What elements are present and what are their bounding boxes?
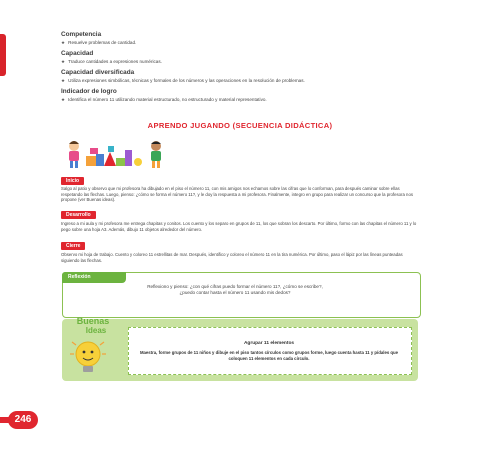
capacidad-diversificada-item: ★ Utiliza expresiones simbólicas, técnicas y formales de los números y las operaciones en la resolución de problemas. [61,78,305,83]
buenas-ideas-badge [62,310,124,382]
reflexion-text [110,284,360,296]
section-title: APRENDO JUGANDO (SECUENCIA DIDÁCTICA) [147,121,333,130]
inicio-tag: Inicio [61,177,84,185]
page-number-badge [8,411,38,429]
star-bullet-icon: ★ [61,40,66,45]
indicador-heading: Indicador de logro [61,88,117,95]
star-bullet-icon: ★ [61,78,66,83]
cierre-tag: Cierre [61,242,85,250]
reflexion-tag: Reflexión [62,272,126,283]
chapter-edge-tab [0,34,6,76]
buenas-ideas-text: Maestra, forme grupos de 11 niños y dibuje en el piso tantos círculos como grupos forme, luego cuenta hasta 11 y pídales que coloquen 11 elementos en cada círculo. [139,350,399,361]
competencia-heading: Competencia [61,31,102,38]
competencia-item: ★ Resuelve problemas de cantidad. [61,40,137,45]
page-number: 246 [14,414,32,425]
lightbulb-icon [70,342,106,372]
capacidad-item: ★ Traduce cantidades a expresiones numéricas. [61,59,162,64]
indicador-item: ★ Identifica el número 11 utilizando material estructurado, no estructurado y material representativo. [61,97,267,102]
reflexion-line-1: Reflexiono y pienso: ¿con qué cifras puedo formar el número 11?, ¿cómo se escribe?, [147,284,323,289]
inicio-text: Salgo al patio y observo que mi profesora ha dibujado en el piso el número 11, con mis amigos nos echamos sobre las cifras que lo conforman, para después caminar sobre ellas respetando las flechas. Luego, pienso: ¿cómo se forma el número 11?, y le doy la respuesta a mi profesora. Finalmente, integro en grupo para realizar un concurso que la profesora nos propone (ver Buenas ideas). [61,186,413,203]
kids-blocks-illustration [60,136,170,170]
badge-line-2: Ideas [85,326,107,335]
buenas-ideas-title: Agrupar 11 elementos [243,341,295,346]
desarrollo-text: Ingreso a mi aula y mi profesora me entrega chapitas y conitos. Los cuento y los separo en grupos de 11, los que sobran los descarto. Por último, formo con las chapitas el número 11 y lo pego sobre una hoja A3. Además, dibujo 11 objetos alrededor del número. [61,221,417,232]
cierre-text: Observo mi hoja de trabajo. Cuento y coloreo 11 estrellitas de mar. Después, identifico y coloreo el número 11 en la tira numérica. Por último, paso el lápiz por las líneas punteadas siguiendo las flechas. [61,252,403,263]
capacidad-heading: Capacidad [61,50,94,57]
reflexion-line-2: ¿puedo contar hasta el número 11 usando mis dedos? [179,290,291,295]
badge-line-1: Buenas [76,316,110,326]
star-bullet-icon: ★ [61,97,66,102]
star-bullet-icon: ★ [61,59,66,64]
desarrollo-tag: Desarrollo [61,211,96,219]
capacidad-diversificada-heading: Capacidad diversificada [61,69,135,76]
